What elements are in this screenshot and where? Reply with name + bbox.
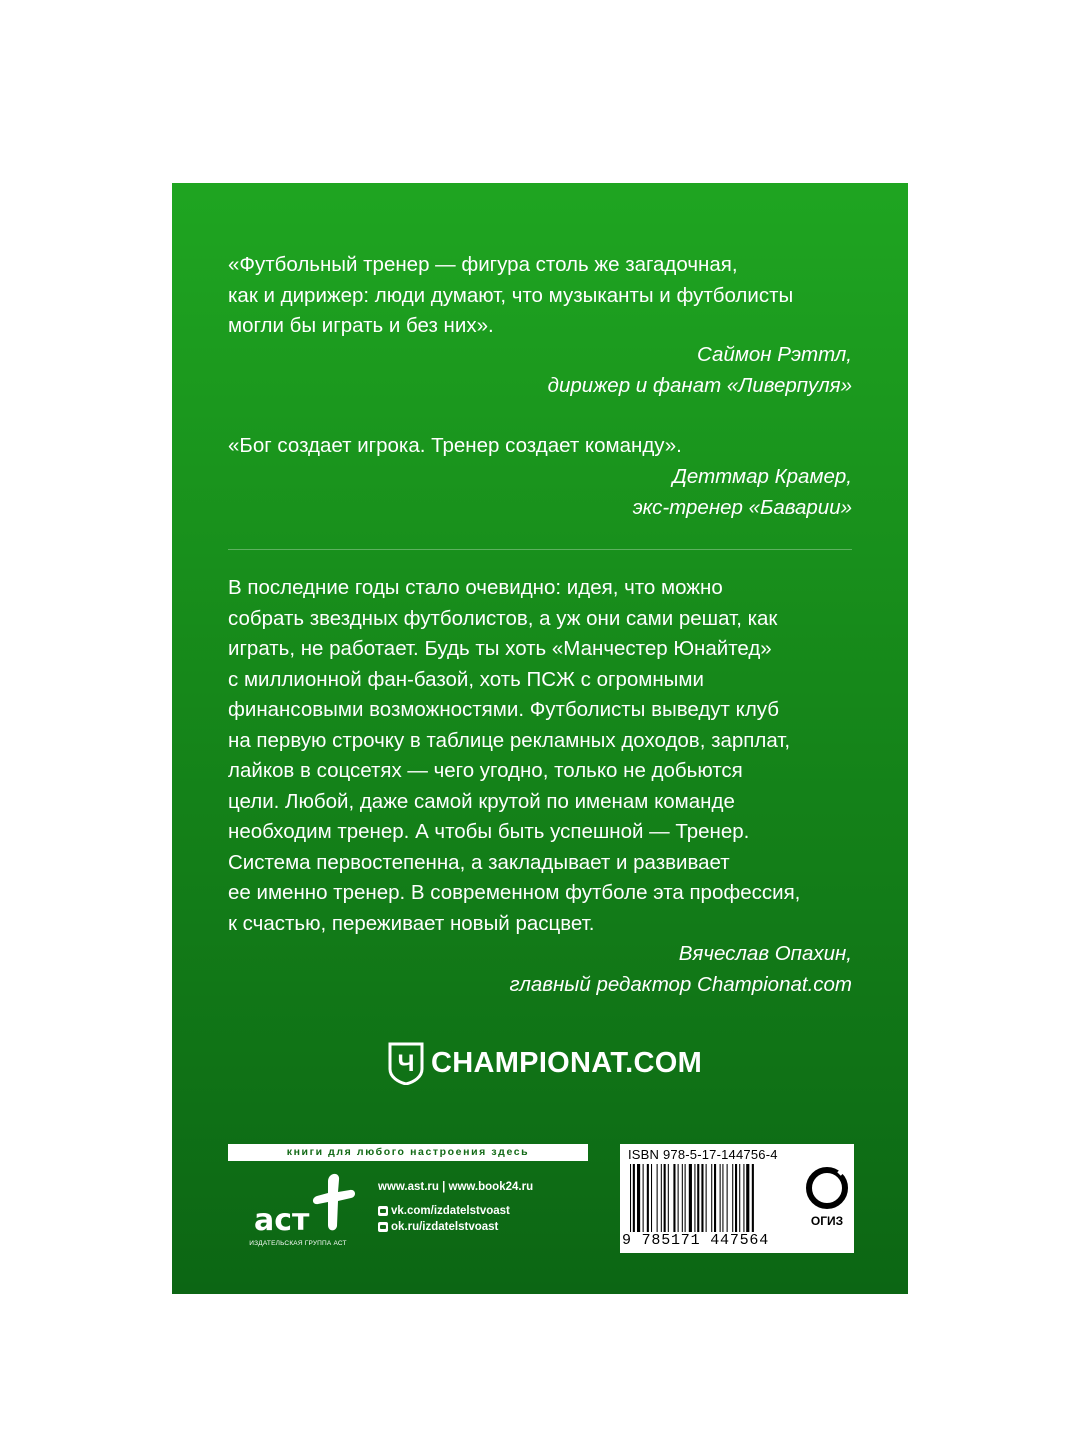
shield-letter: Ч: [397, 1050, 415, 1077]
annotation-attribution: [509, 939, 852, 1000]
annotation-line: Система первостепенна, а закладывает и развивает: [228, 850, 730, 874]
annotation-line: на первую строчку в таблице рекламных доходов, зарплат,: [228, 728, 791, 752]
quote-kramer: [228, 431, 868, 462]
imprint-label: ОГИЗ: [810, 1214, 844, 1228]
ean-digits: 9 785171 447564: [622, 1232, 770, 1249]
websites-link[interactable]: www.ast.ru | www.book24.ru: [378, 1181, 534, 1193]
annotation-line: В последние годы стало очевидно: идея, что можно: [228, 576, 723, 599]
author-name: Саймон Рэттл,: [697, 343, 852, 366]
ast-logo-text: аст: [254, 1203, 310, 1238]
book-back-cover: [172, 183, 908, 1294]
annotation-line: к счастью, переживает новый расцвет.: [228, 911, 595, 935]
annotation-text: [228, 573, 868, 939]
championat-wordmark: CHAMPIONAT.COM: [431, 1046, 703, 1079]
barcode-bar: [668, 1164, 669, 1232]
barcode: [628, 1164, 800, 1234]
publisher-links: [378, 1179, 533, 1235]
barcode-bar: [711, 1164, 712, 1232]
annotation-line: цели. Любой, даже самой крутой по именам команде: [228, 789, 735, 813]
publisher-caption: ИЗДАТЕЛЬСКАЯ ГРУППА АСТ: [249, 1240, 347, 1247]
quote-rattle: [228, 250, 868, 342]
barcode-bar: [633, 1164, 635, 1232]
slogan-strip: книги для любого настроения здесь: [228, 1144, 588, 1161]
author-role: дирижер и фанат «Ливерпуля»: [547, 373, 852, 397]
annotation-line: играть, не работает. Будь ты хоть «Манчестер Юнайтед»: [228, 637, 772, 660]
barcode-bar: [673, 1164, 675, 1232]
author-role: экс-тренер «Баварии»: [632, 495, 852, 519]
quote-line: «Бог создает игрока. Тренер создает команду».: [228, 434, 682, 457]
isbn-barcode-block: [620, 1144, 854, 1253]
barcode-bar: [689, 1164, 692, 1232]
ogiz-imprint-icon: [805, 1166, 849, 1210]
barcode-bar: [727, 1164, 728, 1232]
barcode-bar: [657, 1164, 658, 1232]
author-role: главный редактор Championat.com: [509, 972, 852, 996]
annotation-line: финансовыми возможностями. Футболисты выведут клуб: [228, 698, 780, 721]
barcode-bar: [743, 1164, 744, 1232]
barcode-bar: [746, 1164, 749, 1232]
barcode-bar: [647, 1164, 649, 1232]
barcode-bar: [714, 1164, 716, 1232]
barcode-bar: [661, 1164, 662, 1232]
barcode-bar: [732, 1164, 733, 1232]
barcode-bar: [701, 1164, 703, 1232]
ok-link-text: ok.ru/izdatelstvoast: [391, 1221, 499, 1233]
barcode-bar: [630, 1164, 631, 1232]
author-name: Вячеслав Опахин,: [678, 942, 852, 965]
barcode-bar: [697, 1164, 699, 1232]
barcode-bar: [720, 1164, 721, 1232]
barcode-bar: [752, 1164, 754, 1232]
barcode-bar: [739, 1164, 740, 1232]
ok-icon: [378, 1222, 388, 1232]
ok-link[interactable]: [378, 1219, 533, 1235]
barcode-bar: [682, 1164, 683, 1232]
barcode-bar: [637, 1164, 640, 1232]
annotation-line: необходим тренер. А чтобы быть успешной — Тренер.: [228, 820, 750, 843]
barcode-bar: [735, 1164, 737, 1232]
quote-line: «Футбольный тренер — фигура столь же загадочная,: [228, 253, 738, 276]
annotation-line: лайков в соцсетях — чего угодно, только не добьются: [228, 759, 743, 782]
annotation-line: ее именно тренер. В современном футболе эта профессия,: [228, 881, 801, 904]
barcode-bar: [694, 1164, 695, 1232]
annotation-line: собрать звездных футболистов, а уж они сами решат, как: [228, 606, 778, 630]
vk-link[interactable]: [378, 1203, 533, 1219]
vk-icon: [378, 1206, 388, 1216]
annotation-line: с миллионной фан-базой, хоть ПСЖ с огромными: [228, 667, 704, 691]
vk-link-text: vk.com/izdatelstvoast: [391, 1205, 510, 1217]
barcode-bar: [664, 1164, 666, 1232]
quote-line: как и дирижер: люди думают, что музыканты и футболисты: [228, 283, 794, 307]
isbn-label: ISBN 978-5-17-144756-4: [628, 1147, 778, 1162]
barcode-bar: [678, 1164, 679, 1232]
barcode-bar: [706, 1164, 707, 1232]
championat-logo: [387, 1041, 702, 1085]
barcode-bar: [651, 1164, 652, 1232]
divider: [228, 549, 852, 550]
championat-shield-icon: [387, 1041, 425, 1085]
barcode-bar: [643, 1164, 644, 1232]
ast-publisher-logo: [232, 1168, 362, 1248]
author-name: Деттмар Крамер,: [672, 465, 852, 488]
barcode-bar: [685, 1164, 686, 1232]
barcode-bar: [722, 1164, 723, 1232]
quote-kramer-attribution: [633, 462, 852, 523]
quote-rattle-attribution: [548, 340, 852, 401]
quote-line: могли бы играть и без них».: [228, 314, 494, 337]
